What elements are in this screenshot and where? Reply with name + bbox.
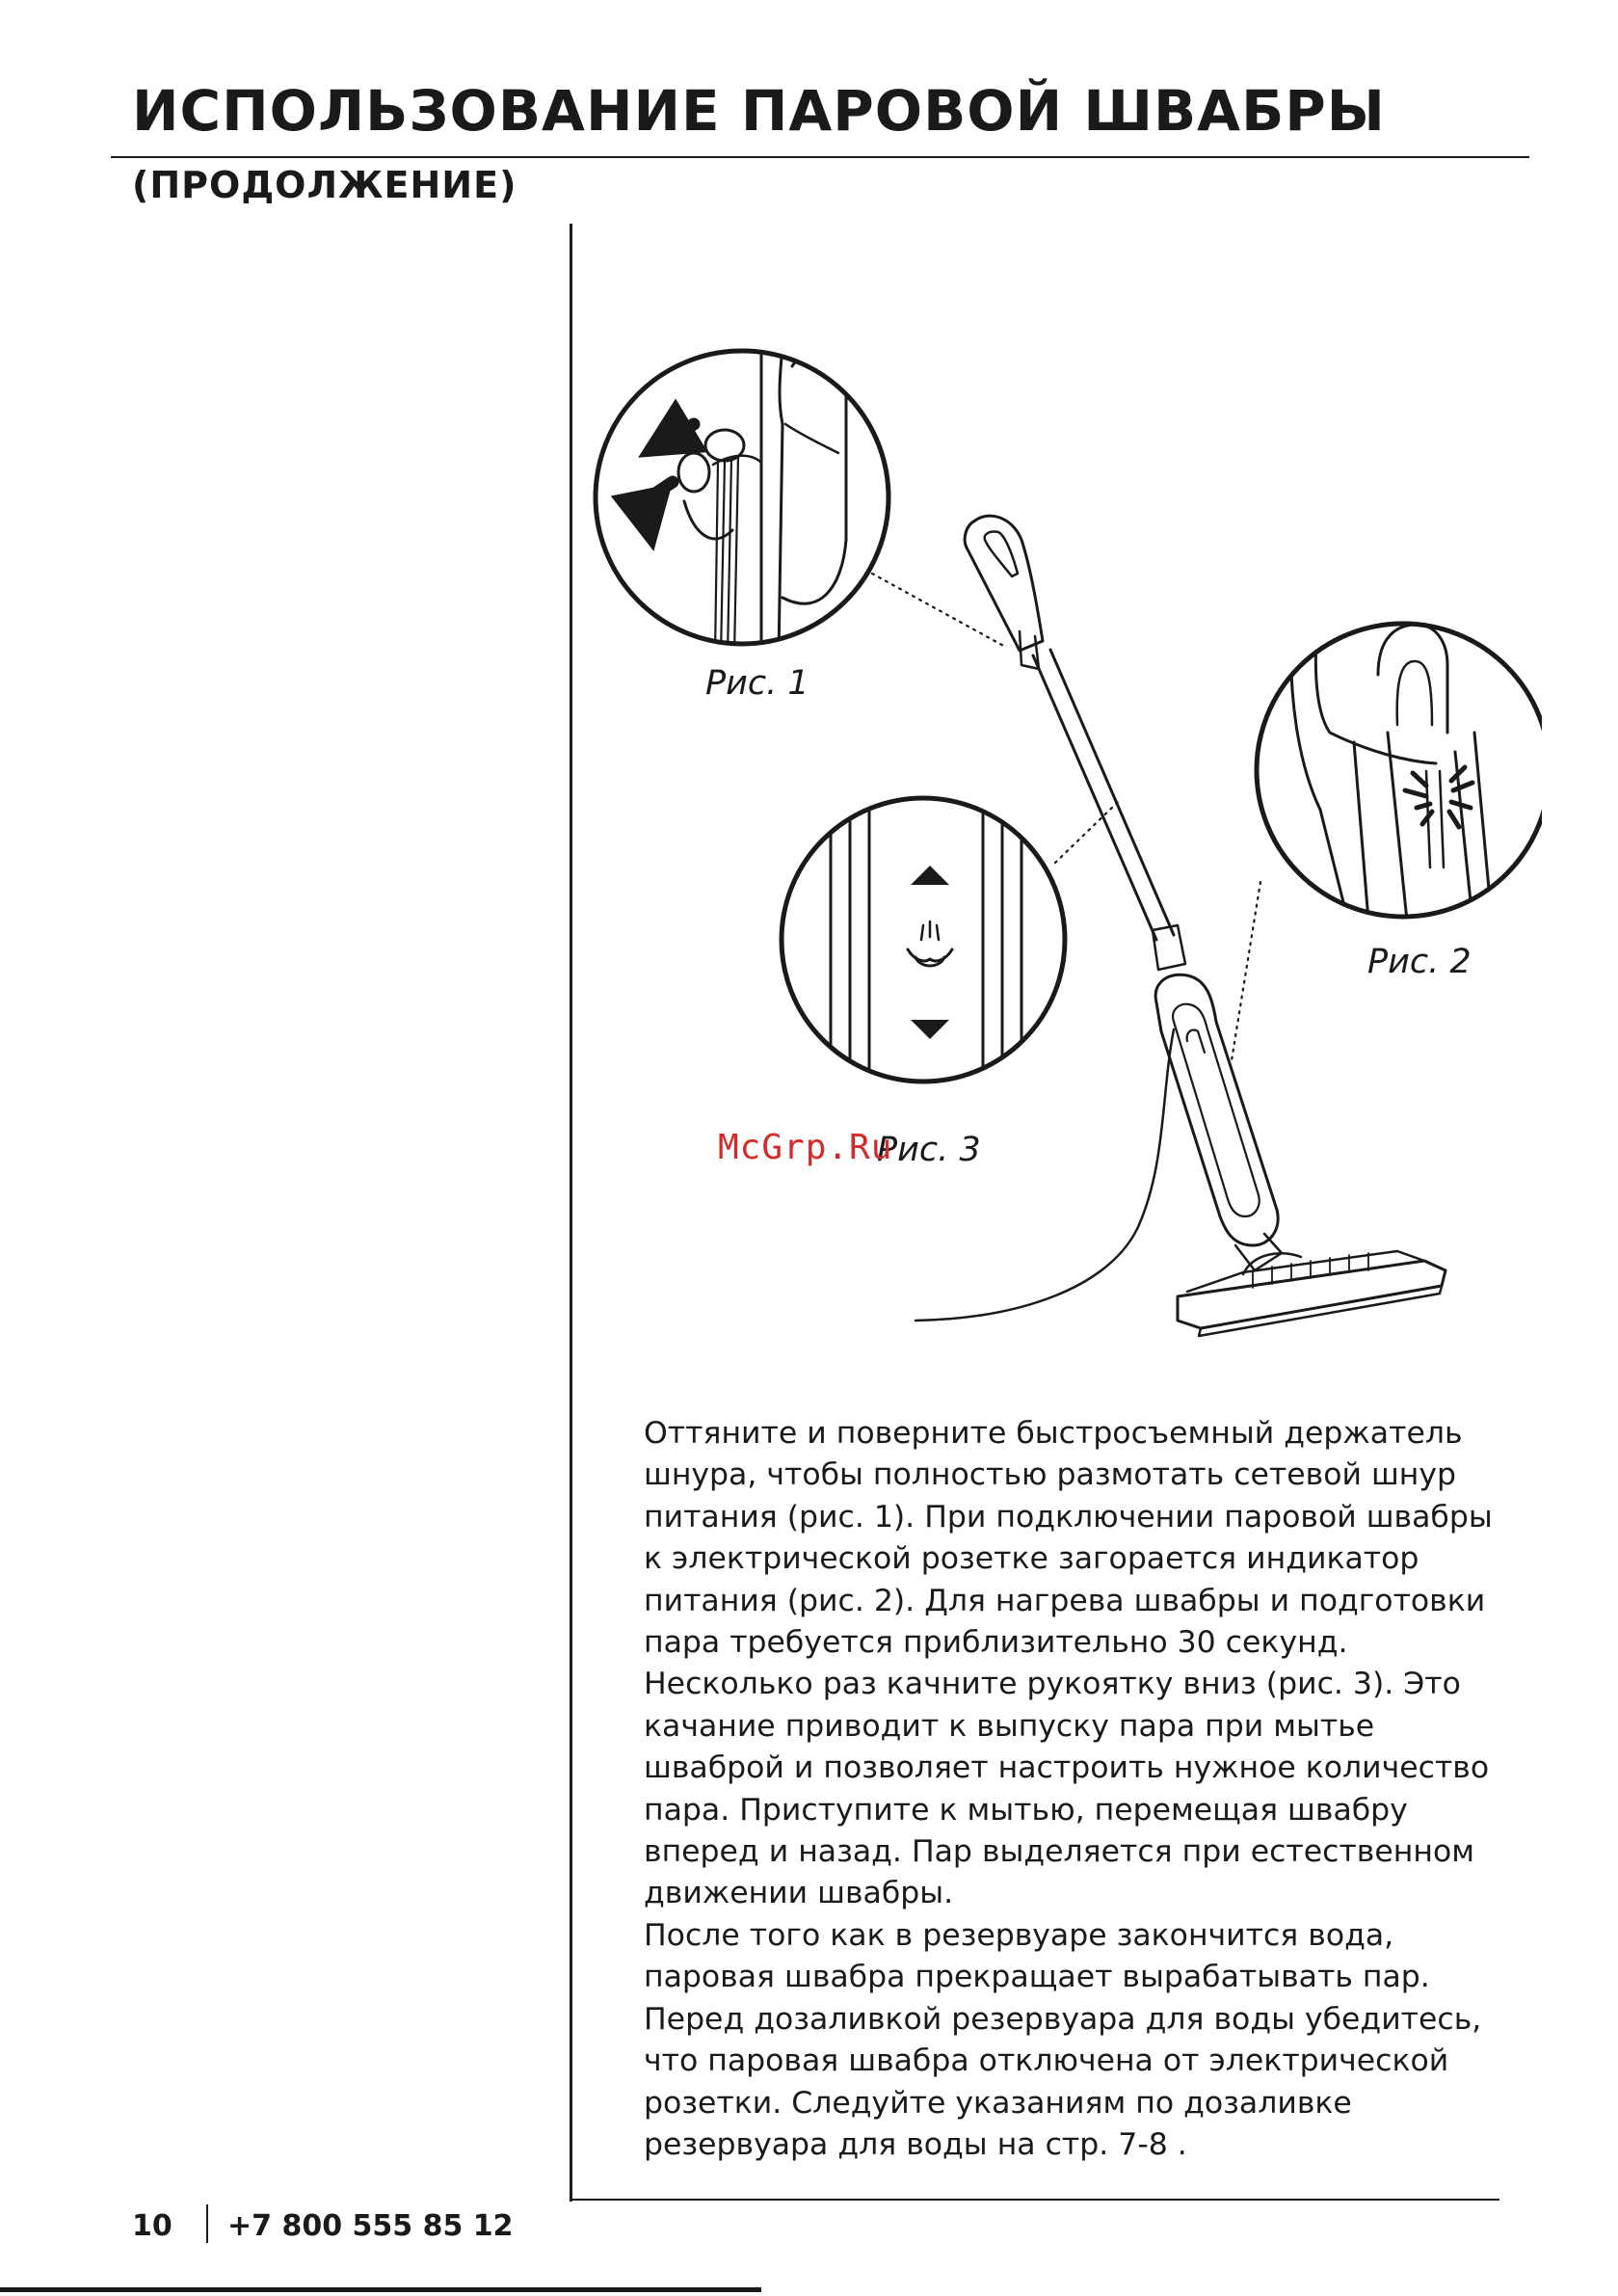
page-subtitle: (ПРОДОЛЖЕНИЕ) — [132, 164, 517, 206]
fig1-caption: Рис. 1 — [705, 664, 809, 703]
footer-divider — [572, 2199, 1499, 2201]
text-line: пара. Приступите к мытью, перемещая швабру — [644, 1792, 1408, 1828]
fig2-detail — [1257, 624, 1542, 925]
footer-separator — [206, 2204, 208, 2243]
text-line: качание приводит к выпуску пара при мытье — [644, 1708, 1375, 1744]
page-number: 10 — [132, 2209, 172, 2243]
mop-head — [1178, 1251, 1446, 1336]
support-phone: +7 800 555 85 12 — [227, 2209, 514, 2243]
text-line: шнура, чтобы полностью размотать сетевой шнур — [644, 1457, 1457, 1493]
text-line: движении швабры. — [644, 1876, 954, 1911]
mop-handle — [965, 516, 1185, 970]
text-line: шваброй и позволяет настроить нужное количество — [644, 1750, 1490, 1786]
text-line: Перед дозаливкой резервуара для воды убедитесь, — [644, 2001, 1482, 2037]
column-divider — [570, 224, 572, 2202]
text-line: к электрической розетке загорается индикатор — [644, 1541, 1419, 1577]
text-line: резервуара для воды на стр. 7-8 . — [644, 2126, 1187, 2162]
steam-down-icon — [911, 1020, 949, 1039]
steam-mop-illustration — [578, 328, 1542, 1340]
text-line: питания (рис. 2). Для нагрева швабры и подготовки — [644, 1583, 1486, 1618]
power-cord — [915, 1029, 1174, 1321]
page-edge-line — [0, 2287, 761, 2292]
steam-up-icon — [911, 866, 949, 885]
text-line: После того как в резервуаре закончится вода, — [644, 1917, 1394, 1953]
text-line: пара требуется приблизительно 30 секунд. — [644, 1625, 1348, 1661]
title-divider — [111, 156, 1529, 158]
text-line: питания (рис. 1). При подключении паровой швабры — [644, 1499, 1493, 1535]
fig1-detail — [596, 345, 889, 655]
fig3-detail — [782, 790, 1065, 1089]
watermark: McGrp.Ru — [718, 1128, 893, 1167]
text-line: вперед и назад. Пар выделяется при естественном — [644, 1834, 1474, 1870]
text-line: что паровая швабра отключена от электрической — [644, 2043, 1449, 2079]
page-title: ИСПОЛЬЗОВАНИЕ ПАРОВОЙ ШВАБРЫ — [132, 78, 1386, 144]
text-line: Несколько раз качните рукоятку вниз (рис. 3). Это — [644, 1667, 1461, 1702]
fig2-caption: Рис. 2 — [1367, 943, 1472, 981]
steam-icon — [908, 921, 952, 966]
text-line: паровая швабра прекращает вырабатывать пар. — [644, 1960, 1430, 1995]
mop-body — [1155, 974, 1282, 1270]
instructions-text — [644, 1413, 1550, 2166]
text-line: розетки. Следуйте указаниям по дозаливке — [644, 2085, 1352, 2121]
fig3-caption: Рис. 3 — [877, 1131, 981, 1169]
text-line: Оттяните и поверните быстросъемный держатель — [644, 1416, 1463, 1451]
leader-lines — [872, 574, 1260, 1060]
